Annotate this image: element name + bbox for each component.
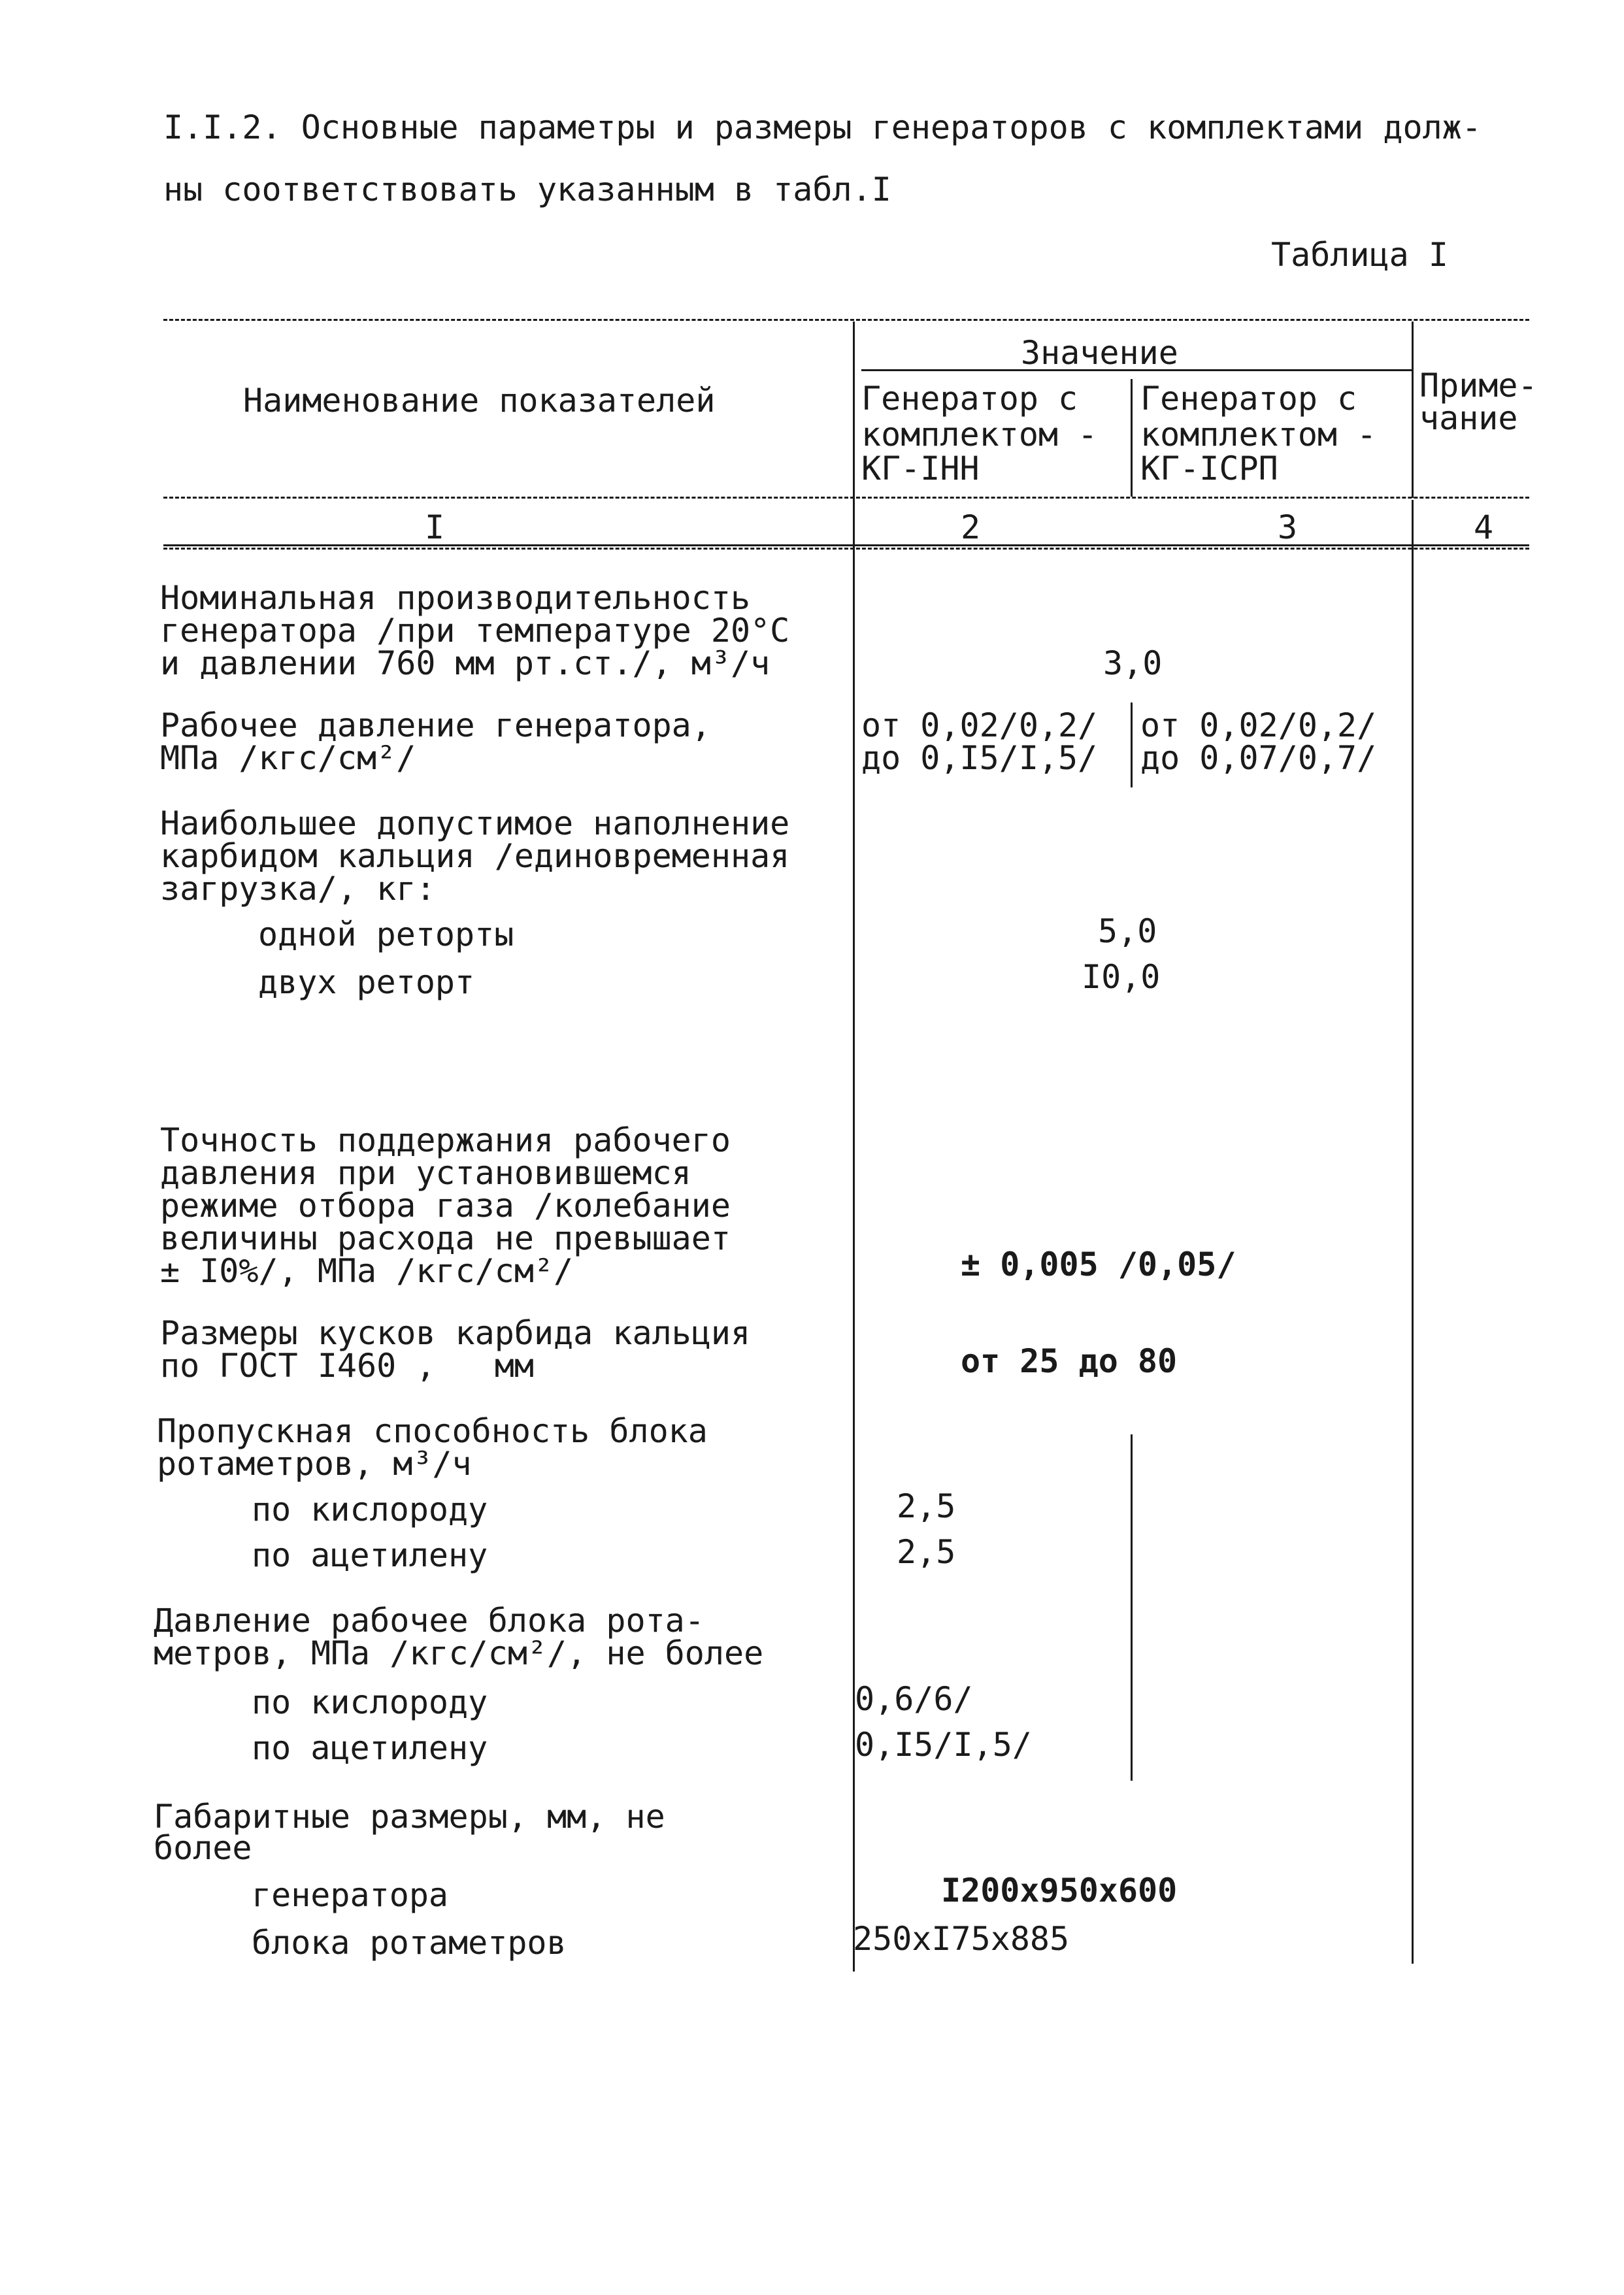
fill-one-retort-label: одной реторты: [258, 916, 514, 953]
header-col2-line-3: КГ-IНН: [861, 450, 980, 487]
dimensions-generator-value: I200x950x600: [941, 1872, 1178, 1909]
work-pressure-col2-line-1: от 0,02/0,2/: [861, 706, 1098, 744]
column-number-4: 4: [1474, 508, 1494, 546]
rot-pressure-acetylene-value: 0,I5/I,5/: [855, 1726, 1032, 1764]
header-col2-line-1: Генератор с: [861, 380, 1078, 418]
column-number-2: 2: [961, 508, 981, 546]
rot-pressure-acetylene-label: по ацетилену: [252, 1729, 488, 1767]
throughput-label-line-2: ротаметров, м³/ч: [157, 1445, 472, 1483]
fill-label-line-3: загрузка/, кг:: [160, 870, 436, 908]
header-note-line-1: Приме-: [1419, 367, 1538, 405]
fill-two-retorts-label: двух реторт: [258, 963, 475, 1001]
rot-pressure-oxygen-value: 0,6/6/: [855, 1680, 973, 1718]
table-caption: Таблица I: [1271, 236, 1448, 274]
col-divider-2-pressure: [1131, 702, 1133, 787]
carbide-size-label-line-1: Размеры кусков карбида кальция: [160, 1314, 751, 1352]
carbide-size-value: от 25 до 80: [961, 1342, 1178, 1380]
capacity-label-line-1: Номинальная производительность: [160, 579, 751, 617]
intro-paragraph-line-2: ны соответствовать указанным в табл.I: [163, 171, 891, 208]
capacity-value: 3,0: [1103, 644, 1163, 682]
header-value: Значение: [1021, 334, 1178, 372]
header-col3-line-1: Генератор с: [1140, 380, 1357, 418]
dimensions-generator-label: генератора: [252, 1876, 449, 1914]
throughput-oxygen-label: по кислороду: [252, 1491, 488, 1528]
carbide-size-label-line-2: по ГОСТ I460 , мм: [160, 1347, 534, 1385]
fill-two-retorts-value: I0,0: [1082, 958, 1161, 996]
column-number-underline: [163, 544, 1529, 546]
column-number-rule: [163, 548, 1529, 550]
fill-label-line-1: Наибольшее допустимое наполнение: [160, 804, 790, 842]
dimensions-rotameter-value: 250xI75x885: [853, 1920, 1070, 1958]
throughput-acetylene-label: по ацетилену: [252, 1536, 488, 1574]
work-pressure-label-line-1: Рабочее давление генератора,: [160, 706, 711, 744]
header-note-line-2: чание: [1419, 399, 1518, 437]
work-pressure-label-line-2: МПа /кгс/см²/: [160, 739, 416, 777]
table-top-rule: [163, 319, 1529, 321]
header-col2-line-2: комплектом -: [861, 416, 1098, 454]
intro-paragraph-line-1: I.I.2. Основные параметры и размеры генераторов с комплектами долж-: [163, 108, 1482, 146]
accuracy-label-line-1: Точность поддержания рабочего: [160, 1121, 731, 1159]
column-number-1: I: [425, 508, 445, 546]
accuracy-label-line-4: величины расхода не превышает: [160, 1219, 731, 1257]
col-divider-3-header: [1412, 322, 1414, 498]
work-pressure-col3-line-1: от 0,02/0,2/: [1140, 706, 1377, 744]
capacity-label-line-2: генератора /при температуре 20°С: [160, 612, 790, 650]
capacity-label-line-3: и давлении 760 мм рт.ст./, м³/ч: [160, 644, 771, 682]
col-divider-1: [853, 322, 855, 1972]
header-col3-line-2: комплектом -: [1140, 416, 1377, 454]
dimensions-rotameter-label: блока ротаметров: [252, 1924, 567, 1962]
col-divider-2-rotameter: [1131, 1434, 1133, 1781]
rot-pressure-label-line-1: Давление рабочее блока рота-: [154, 1602, 704, 1640]
rot-pressure-label-line-2: метров, МПа /кгс/см²/, не более: [154, 1634, 764, 1672]
col-divider-2-header: [1131, 379, 1133, 497]
dimensions-label-line-2: более: [154, 1829, 252, 1867]
accuracy-label-line-3: режиме отбора газа /колебание: [160, 1187, 731, 1225]
accuracy-value: ± 0,005 /0,05/: [961, 1246, 1236, 1283]
fill-label-line-2: карбидом кальция /единовременная: [160, 837, 790, 875]
header-col3-line-3: КГ-IСРП: [1140, 450, 1278, 487]
rot-pressure-oxygen-label: по кислороду: [252, 1683, 488, 1721]
dimensions-label-line-1: Габаритные размеры, мм, не: [154, 1798, 665, 1836]
work-pressure-col3-line-2: до 0,07/0,7/: [1140, 739, 1377, 777]
header-bottom-rule: [163, 497, 1529, 499]
throughput-acetylene-value: 2,5: [897, 1533, 956, 1571]
header-indicator-name: Наименование показателей: [243, 382, 716, 420]
fill-one-retort-value: 5,0: [1098, 912, 1157, 950]
throughput-oxygen-value: 2,5: [897, 1487, 956, 1525]
throughput-label-line-1: Пропускная способность блока: [157, 1412, 708, 1450]
work-pressure-col2-line-2: до 0,I5/I,5/: [861, 739, 1098, 777]
accuracy-label-line-5: ± I0%/, МПа /кгс/см²/: [160, 1252, 574, 1290]
col-divider-3-body: [1412, 500, 1414, 1964]
column-number-3: 3: [1278, 508, 1298, 546]
accuracy-label-line-2: давления при установившемся: [160, 1154, 691, 1192]
